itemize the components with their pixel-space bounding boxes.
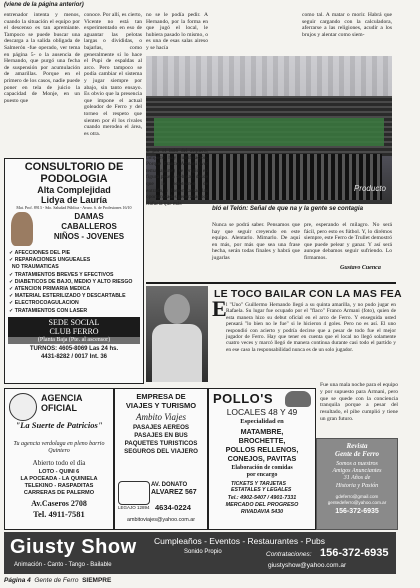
chicken-icon <box>285 391 311 407</box>
article-headline: LE TOCO BAILAR CON LA MAS FEA <box>214 288 402 300</box>
agencia-address: Av.Caseros 2708 <box>31 499 87 508</box>
giusty-email: giustyshow@yahoo.com.ar <box>268 562 347 569</box>
giusty-sonido: Sonido Propio <box>184 549 222 555</box>
podologia-damas: DAMAS <box>74 212 104 221</box>
service-item: ✓ ATENCION PRIMARIA MEDICA <box>9 286 91 293</box>
article-column-4b: pre, esperando el milagro. No será fácil, pero esto es fútbol. Y, lo dirémos siempre, este Ferro de Trullet demostró que puede pelear y ganar. Y así será aunque debamos seguir sufriendo. Lo firmamos. <box>304 222 392 261</box>
podologia-ad <box>4 158 144 384</box>
empresa-legajo: LEGAJO 12894 <box>118 505 150 510</box>
pollos-title: POLLO'S <box>213 391 274 406</box>
service-item: ✓ TRATAMIENTOS BREVES Y EFECTIVOS <box>9 271 114 278</box>
article-column-3b: Nunca se podrá saber. Pensamos que hay que seguir creyendo en este equipo. Alentarlo. Mimarlo. De aquí en más, por más que sea una frase hecha, serán todas finales y habrá que jugarlas <box>212 222 300 261</box>
pollos-item: BROCHETTE, <box>238 436 286 445</box>
empresa-item: PASAJES EN BUS <box>134 432 188 439</box>
podologia-ninos: NIÑOS - JOVENES <box>53 232 125 241</box>
divider <box>146 282 396 284</box>
revista-title2: Gente de Ferro <box>335 450 379 458</box>
foot-icon <box>11 212 33 246</box>
agencia-title2: OFICIAL <box>41 403 77 413</box>
agencia-title1: AGENCIA <box>41 393 83 403</box>
pollos-especialidad: Especialidad en <box>240 418 284 425</box>
revista-email1: gdeferro@gmail.com <box>335 493 379 499</box>
empresa-item: PAQUETES TURISTICOS <box>124 440 198 447</box>
podologia-subtitle1: Alta Complejidad <box>37 185 111 195</box>
agencia-hours: Abierto todo el día <box>32 459 86 467</box>
service-item: ✓ AFECCIONES DEL PIE <box>9 250 71 256</box>
pollos-item: POLLOS RELLENOS, <box>225 445 299 454</box>
podologia-phones: 4431-8282 / 0017 Int. 36 <box>40 353 108 360</box>
pollos-elaboracion: Elaboración de comidas <box>231 465 293 471</box>
photo-caption: bló el Telón: Señal de que na y la gente se contagia <box>212 205 364 212</box>
lottery-logo-icon <box>9 393 37 421</box>
pollos-ad <box>208 388 316 530</box>
giusty-animacion: Animación - Canto - Tango - Bailable <box>14 562 112 568</box>
giusty-services: Cumpleaños - Eventos - Restaurantes - Pubs <box>154 536 326 546</box>
revista-line: Historia y Pasión <box>335 482 379 489</box>
pollos-tickets2: ESTATALES Y LEGALES <box>231 487 292 494</box>
service-item: ✓ REPARACIONES UNGUEALES <box>9 257 91 264</box>
giusty-phone: 156-372-6935 <box>320 547 389 559</box>
service-item: ✓ MATERIAL ESTERILIZADO Y DESCARTABLE <box>9 293 126 300</box>
pollos-tickets: TICKETS Y TARJETAS <box>231 481 286 487</box>
podologia-floor: (Planta Baja (Pte. al ascensor) <box>8 337 140 344</box>
giusty-show-banner <box>4 532 396 574</box>
agencia-phone: Tel. 4911-7581 <box>33 509 85 519</box>
empresa-contact-street: ALVAREZ 567 <box>151 489 197 496</box>
pollos-por-encargo: por encargo <box>246 472 278 478</box>
footer-tag: SIEMPRE <box>82 577 112 584</box>
empresa-item: PASAJES AEREOS <box>132 424 190 431</box>
agencia-ad <box>4 388 114 530</box>
agencia-games: LOTO - QUINI 6 LA POCEADA - LA QUINIELA TELEKINO - RASPADITAS CARRERAS DE PALERMO <box>20 469 98 496</box>
podologia-caballeros: CABALLEROS <box>61 222 117 231</box>
giusty-contrataciones: Contrataciones: <box>266 551 312 558</box>
pollos-item: MATAMBRE, <box>240 427 284 436</box>
empresa-title1: EMPRESA DE <box>136 392 186 401</box>
empresa-phone: 4634-0224 <box>155 503 191 512</box>
service-item: ✓ DIABETICOS DE BAJO, MEDIO Y ALTO RIESGO <box>9 278 133 285</box>
revista-phone: 156-372-6935 <box>335 507 379 515</box>
podologia-title: CONSULTORIO DE PODOLOGIA <box>24 161 124 185</box>
empresa-email: ambitoviajes@yahoo.com.ar <box>126 517 196 523</box>
article-body: l "Uno" Guillermo Hernando llegó a su quinta amarilla, y no pudo jugar en Rafaela. Su lugar fue ocupado por el "flaco" Franco Armani (foto), quien de esta manera hizo su debut oficial en el arco de Ferro. Y enseguida usted pensará "lo bien no le fue" si le hicieron 4 goles. Pero no es así. El uno respondió con acierto y podría decirse que a pesar de todo fue el mejor jugador de Ferro. Hay que tener en cuenta que el local no llegó solamente cuatro veces y marcó llegó de manera continua durante casi todo el partido y en ese caso la responsabilidad nunca es de un solo jugador. <box>226 302 396 353</box>
service-item: ✓ ELECTROCOAGULACION <box>9 300 79 307</box>
footer-publication: Gente de Ferro <box>34 577 79 584</box>
drop-cap: E <box>212 296 227 321</box>
agencia-slogan: Tu agencia verdolaga en pleno barrio Quintero <box>13 441 105 454</box>
empresa-viajes-ad <box>114 388 208 530</box>
pollos-mercado: MERCADO DEL PROGRESO <box>225 502 299 508</box>
revista-email2: gentedeferro@yahoo.com.ar <box>327 499 387 505</box>
empresa-logo: Ambito Viajes <box>135 412 187 422</box>
podologia-services <box>5 250 143 315</box>
page-footer <box>4 577 396 587</box>
revista-line: Somos a nuestros <box>336 461 378 467</box>
article-column-2: conoce. Por allí, es cierto, Vicente no está tan experimentado en eso de aguantar las pelotas largas o divididas, o bajarlas, como generalmente sí lo hace el Pupi de espaldas al arco. Pero tampoco se podía cambiar el sistema y jugar siempre por abajo, sin tanto ensayo. Es obvio que la presencia que impone el actual goleador de Ferro y del torneo el respeto que sienten por él los rivales cuando merodea el área, es otra. <box>84 12 142 137</box>
service-item: NO TRAUMATICAS <box>11 264 59 271</box>
empresa-title2: VIAJES Y TURISMO <box>125 401 197 410</box>
pollos-locales: LOCALES 48 Y 49 <box>226 407 298 417</box>
giusty-name: Giusty Show <box>10 536 137 558</box>
footer-page: Página 4 <box>4 577 31 584</box>
pollos-phones: Tel.: 4902-5407 / 4901-7331 <box>227 495 297 501</box>
service-item: ✓ TRATAMIENTOS CON LASER <box>9 307 88 314</box>
byline: Gustavo Cuenca <box>340 265 381 271</box>
article-column-2b: Y por el lado del arquero, tampoco hay justificación. Porque Franco Armani (ver tema aparte) se erigió en figura pese a debutar, desde que le pelotearon de entrada, y fueron tantas las oportunidades generadas por Rafaela que más <box>146 148 208 207</box>
plane-logo-icon <box>118 481 150 505</box>
article-column-4: como tal. A matar o morir. Habrá que seguir cargando con la calculadora, aferrarse a las religiones, acudir a los brujos y alentar como siem- <box>302 12 392 38</box>
podologia-sede: SEDE SOCIAL CLUB FERRO <box>8 317 140 337</box>
podologia-turnos: TURNOS: 4605-8069 Las 24 hs. <box>29 345 119 352</box>
empresa-item: SEGUROS DEL VIAJERO <box>124 448 198 455</box>
podologia-address: Mat. Prof. 8913 - Sdo. Saludad Pública - Avaro. 6. de Profesiones 16/10 <box>16 205 132 210</box>
podologia-subtitle2: Lidya de Lauría <box>40 195 108 205</box>
pollos-address: RIVADAVIA 5430 <box>240 509 284 515</box>
revista-title1: Revista <box>346 442 368 450</box>
agencia-name: "La Suerte de Patricios" <box>15 420 103 430</box>
article-column-1: entrenador intenta y menos, cuando la situación el equipo por el descenso es tan apremiante. Tampoco se puede buscar una descarga a la salida obligada de Salmerón -fue operado, ver tema en página 5- o la ausencia de Hernando, que purgó una fecha de suspensión por acumulación de amarillas. Porque en el primero de los casos, nadie puede poner en tela de juicio la capacidad de Monje, en un puesto que <box>4 12 80 104</box>
continuation-note: (viene de la página anterior) <box>4 2 84 8</box>
empresa-contact-label: AV. DONATO <box>151 482 188 488</box>
armani-photo <box>146 286 208 382</box>
pollos-item: CONEJOS, PAVITAS <box>227 454 297 463</box>
article-body-2: Fue una mala noche para el equipo y por supuesto para Armani, pero que se quede con la conciencia tranquila porque a pesar del resultado, el pibe cumplió y tiene un gran futuro. <box>320 382 398 422</box>
photo-credit: Producto <box>353 184 386 193</box>
revista-ad <box>316 438 398 530</box>
revista-line: 31 Años de <box>343 475 371 482</box>
banner <box>154 118 384 146</box>
article-column-3: no se le podía pedir. A Hernando, por la forma en que jugó el local, le hubiera pasado lo mismo, o es una de esas salas aireso y se hacía <box>146 12 208 51</box>
revista-line: Amigos Anunciantes <box>332 468 382 475</box>
